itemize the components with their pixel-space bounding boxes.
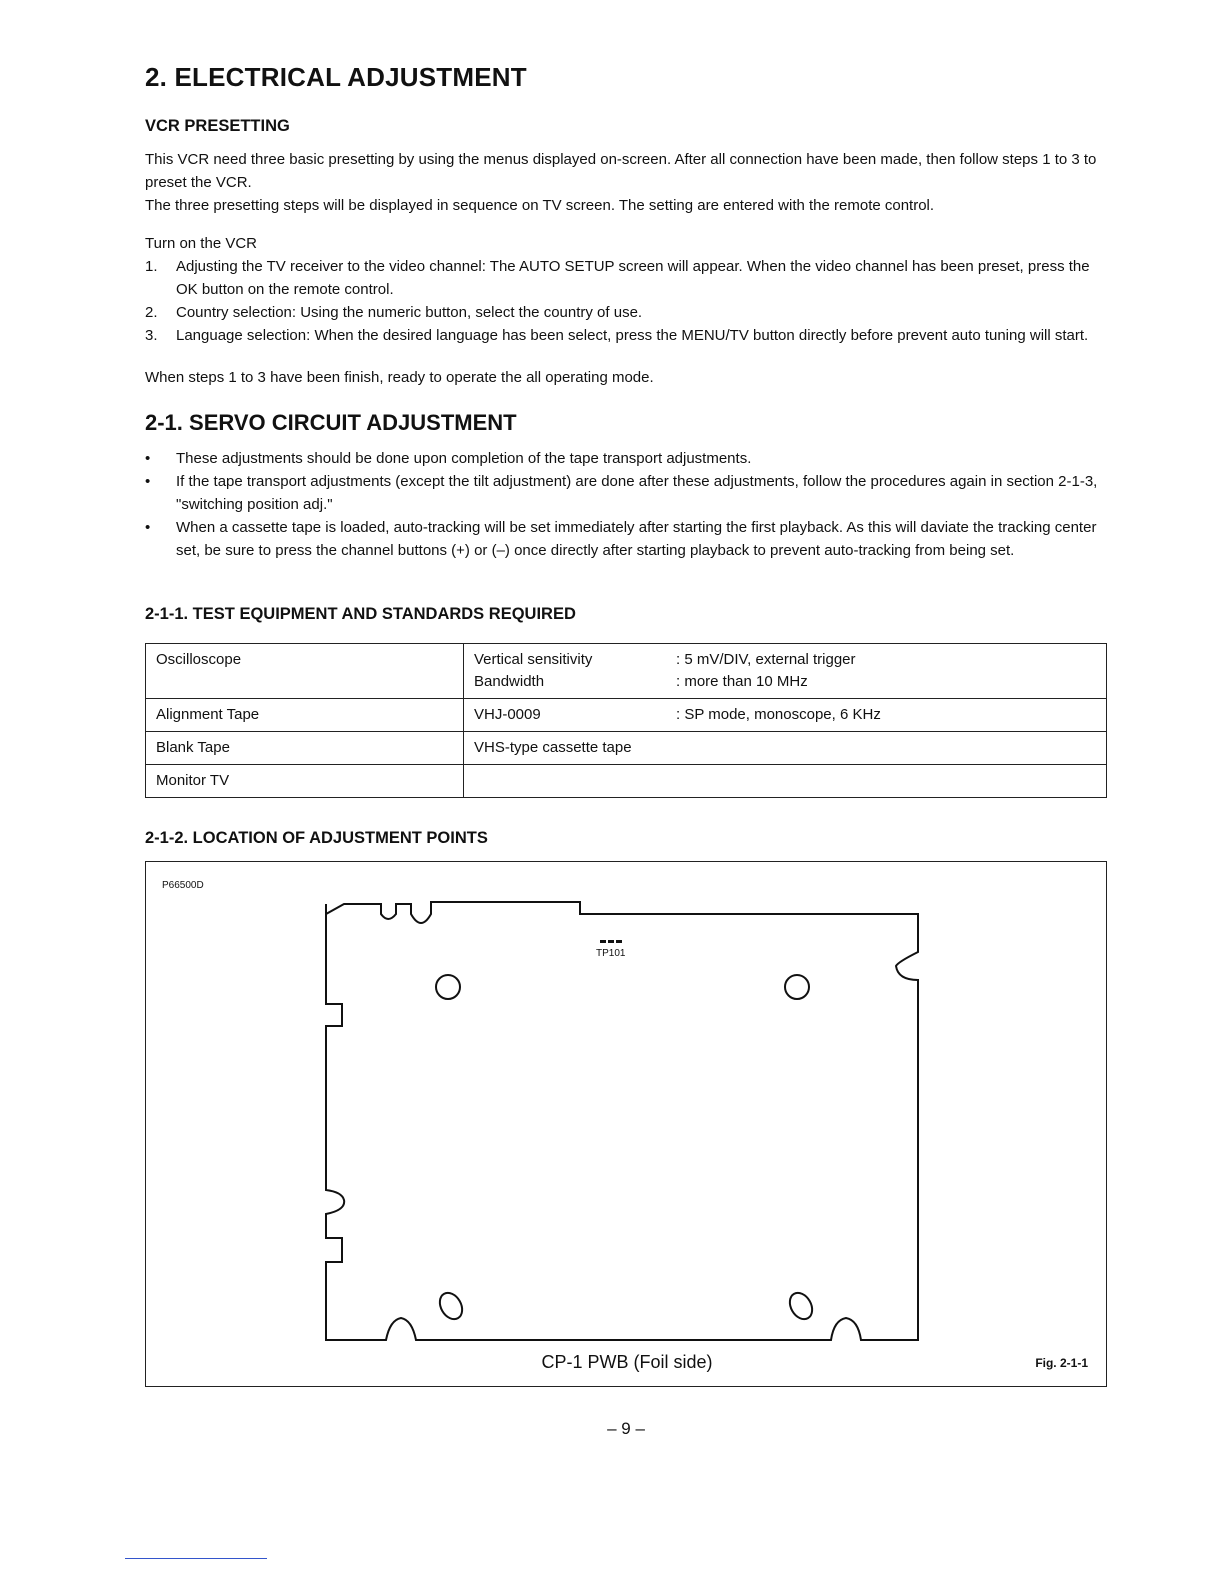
table-row — [146, 699, 1107, 732]
figure-number: Fig. 2-1-1 — [1035, 1356, 1088, 1370]
model-label: P66500D — [162, 880, 204, 891]
equipment-spec: Vertical sensitivity : 5 mV/DIV, external trigger Bandwidth : more than 10 MHz — [464, 644, 1107, 699]
location-heading: 2-1-2. LOCATION OF ADJUSTMENT POINTS — [145, 829, 488, 847]
step-item: 2. Country selection: Using the numeric button, select the country of use. — [145, 304, 643, 321]
equipment-name: Alignment Tape — [146, 699, 464, 732]
equipment-spec: VHJ-0009 : SP mode, monoscope, 6 KHz — [464, 699, 1107, 732]
pwb-outline — [146, 862, 1106, 1386]
table-row — [146, 765, 1107, 798]
tp101-marker — [600, 940, 622, 943]
equipment-spec — [464, 765, 1107, 798]
bullet-item: • When a cassette tape is loaded, auto-tracking will be set immediately after starting the first playback. As this will daviate the tracking center set, be sure to press the channel buttons (+) or (–) once directly after starting playback to prevent auto-tracking from being set. — [145, 519, 1097, 559]
step-item: 1. Adjusting the TV receiver to the video channel: The AUTO SETUP screen will appear. When the video channel has been preset, press the OK button on the remote control. — [145, 258, 1090, 298]
equipment-name: Monitor TV — [146, 765, 464, 798]
footer-rule — [125, 1558, 267, 1559]
equipment-name: Blank Tape — [146, 732, 464, 765]
page-number: – 9 – — [607, 1419, 645, 1438]
vcr-presetting-intro: Turn on the VCR — [145, 235, 257, 252]
adjustment-figure — [145, 861, 1107, 1387]
test-equipment-table — [145, 643, 1107, 798]
servo-heading: 2-1. SERVO CIRCUIT ADJUSTMENT — [145, 410, 517, 435]
bullet-item: • These adjustments should be done upon completion of the tape transport adjustments. — [145, 450, 752, 467]
test-equipment-heading: 2-1-1. TEST EQUIPMENT AND STANDARDS REQUIRED — [145, 605, 576, 623]
vcr-presetting-para2: The three presetting steps will be displayed in sequence on TV screen. The setting are entered with the remote control. — [145, 197, 935, 214]
presetting-steps — [145, 255, 1107, 347]
figure-caption: CP-1 PWB (Foil side) — [541, 1352, 713, 1372]
equipment-spec: VHS-type cassette tape — [464, 732, 1107, 765]
equipment-name: Oscilloscope — [146, 644, 464, 699]
bullet-item: • If the tape transport adjustments (except the tilt adjustment) are done after these adjustments, follow the procedures again in section 2-1-3, "switching position adj." — [145, 473, 1098, 513]
table-row — [146, 732, 1107, 765]
tp101-label: TP101 — [596, 948, 626, 959]
vcr-presetting-para1: This VCR need three basic presetting by using the menus displayed on-screen. After all connection have been made, then follow steps 1 to 3 to preset the VCR. — [145, 151, 1097, 191]
page-title: 2. ELECTRICAL ADJUSTMENT — [145, 62, 527, 92]
step-item: 3. Language selection: When the desired language has been select, press the MENU/TV button directly before prevent auto tuning will start. — [145, 327, 1089, 344]
vcr-presetting-heading: VCR PRESETTING — [145, 117, 290, 135]
table-row — [146, 644, 1107, 699]
presetting-closing: When steps 1 to 3 have been finish, ready to operate the all operating mode. — [145, 369, 654, 386]
servo-bullets — [145, 447, 1107, 562]
